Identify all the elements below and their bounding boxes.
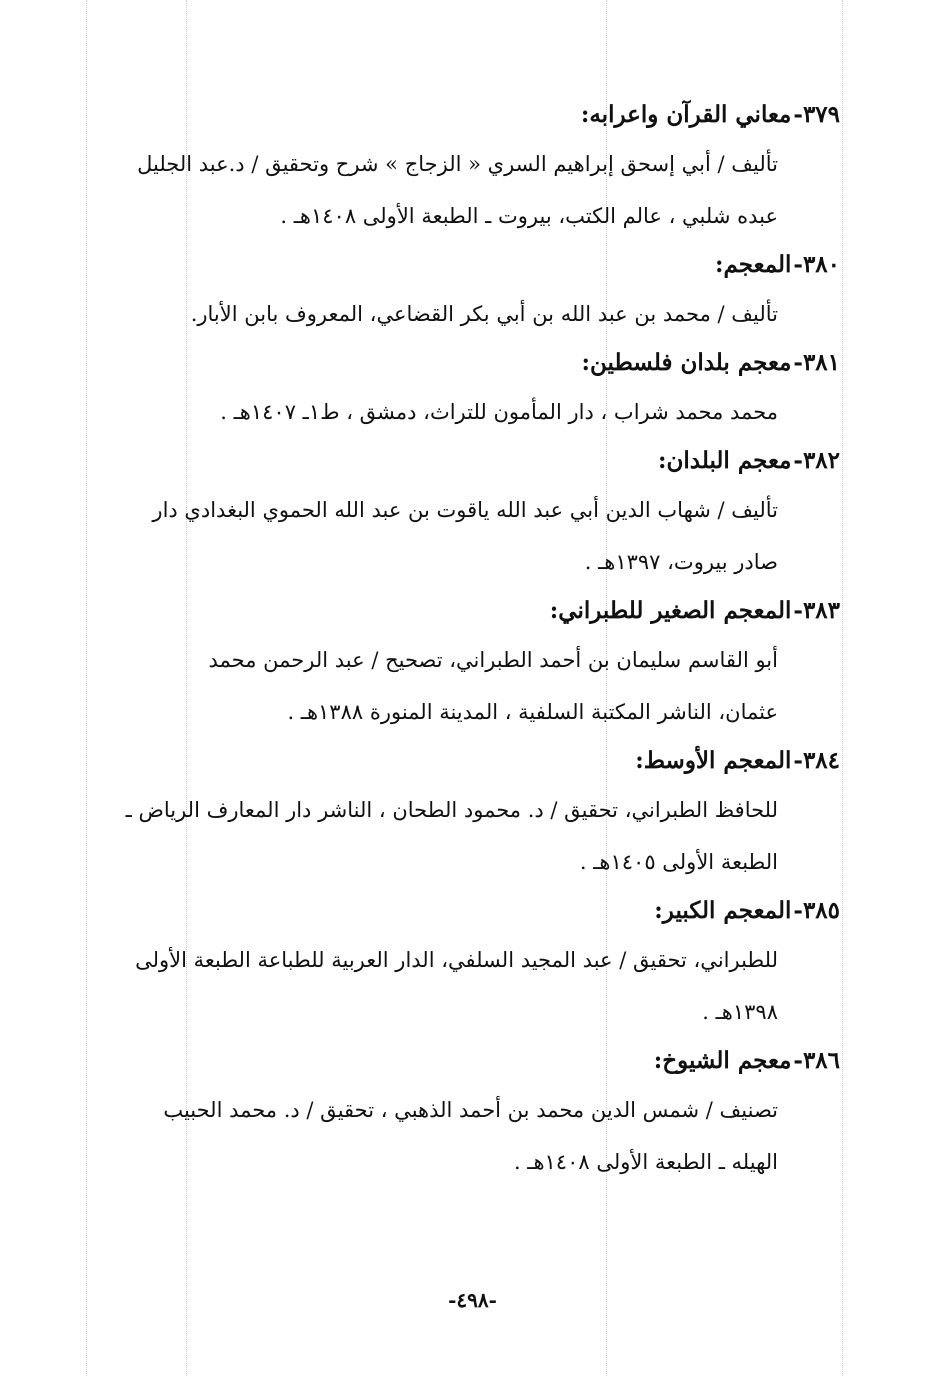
entry-heading [120,888,840,934]
entry-number: ٣٨١- [793,349,840,376]
entry-heading [120,588,840,634]
citation-line: الهيله ـ الطبعة الأولى ١٤٠٨هـ . [513,1150,778,1174]
citation-line: أبو القاسم سليمان بن أحمد الطبراني، تصحيح / عبد الرحمن محمد [208,648,778,672]
entry-heading [120,340,840,386]
bibliography-entry-386 [120,1038,840,1188]
citation-line: تأليف / محمد بن عبد الله بن أبي بكر القضاعي، المعروف بابن الأبار. [190,302,778,326]
entry-number: ٣٧٩- [793,101,840,128]
bibliography-entry-380 [120,242,840,340]
entry-title: المعجم الكبير: [654,897,792,924]
citation-line: تأليف / شهاب الدين أبي عبد الله ياقوت بن عبد الله الحموي البغدادي دار [152,498,778,522]
bibliography-entry-385 [120,888,840,1038]
entry-citation [120,1084,840,1188]
entry-heading [120,242,840,288]
citation-line: ١٣٩٨هـ . [702,1000,778,1024]
entry-heading [120,92,840,138]
entry-heading [120,438,840,484]
entry-citation [120,138,840,242]
entry-citation [120,484,840,588]
citation-line: محمد محمد شراب ، دار المأمون للتراث، دمشق ، ط١ـ ١٤٠٧هـ . [220,400,778,424]
entry-title: معجم البلدان: [658,447,792,474]
bibliography-entry-379 [120,92,840,242]
entry-title: المعجم: [714,251,792,278]
scan-guide-line [86,0,87,1376]
entry-citation [120,288,840,340]
entry-citation [120,634,840,738]
entry-heading [120,738,840,784]
entry-title: معجم الشيوخ: [653,1047,792,1074]
entry-citation [120,386,840,438]
entry-number: ٣٨٦- [793,1047,840,1074]
citation-line: للطبراني، تحقيق / عبد المجيد السلفي، الدار العربية للطباعة الطبعة الأولى [135,948,778,972]
entry-number: ٣٨٢- [793,447,840,474]
entry-number: ٣٨٤- [793,747,840,774]
entry-number: ٣٨٣- [793,597,840,624]
bibliography-entry-382 [120,438,840,588]
entry-number: ٣٨٥- [793,897,840,924]
scan-guide-line [842,0,843,1376]
entry-citation [120,784,840,888]
entry-title: المعجم الصغير للطبراني: [549,597,792,624]
entry-title: معاني القرآن واعرابه: [580,101,792,128]
citation-line: صادر بيروت، ١٣٩٧هـ . [584,550,778,574]
citation-line: للحافظ الطبراني، تحقيق / د. محمود الطحان ، الناشر دار المعارف الرياض ـ [125,798,778,822]
bibliography-entry-381 [120,340,840,438]
bibliography-entry-384 [120,738,840,888]
entry-citation [120,934,840,1038]
bibliography-list [120,92,840,1188]
citation-line: عبده شلبي ، عالم الكتب، بيروت ـ الطبعة الأولى ١٤٠٨هـ . [280,204,778,228]
entry-heading [120,1038,840,1084]
entry-number: ٣٨٠- [793,251,840,278]
citation-line: تصنيف / شمس الدين محمد بن أحمد الذهبي ، تحقيق / د. محمد الحبيب [163,1098,778,1122]
entry-title: معجم بلدان فلسطين: [581,349,792,376]
citation-line: تأليف / أبي إسحق إبراهيم السري « الزجاج » شرح وتحقيق / د.عبد الجليل [137,152,778,176]
entry-title: المعجم الأوسط: [635,747,792,774]
citation-line: عثمان، الناشر المكتبة السلفية ، المدينة المنورة ١٣٨٨هـ . [287,700,778,724]
citation-line: الطبعة الأولى ١٤٠٥هـ . [579,850,778,874]
bibliography-entry-383 [120,588,840,738]
page-number: -٤٩٨- [448,1288,497,1312]
